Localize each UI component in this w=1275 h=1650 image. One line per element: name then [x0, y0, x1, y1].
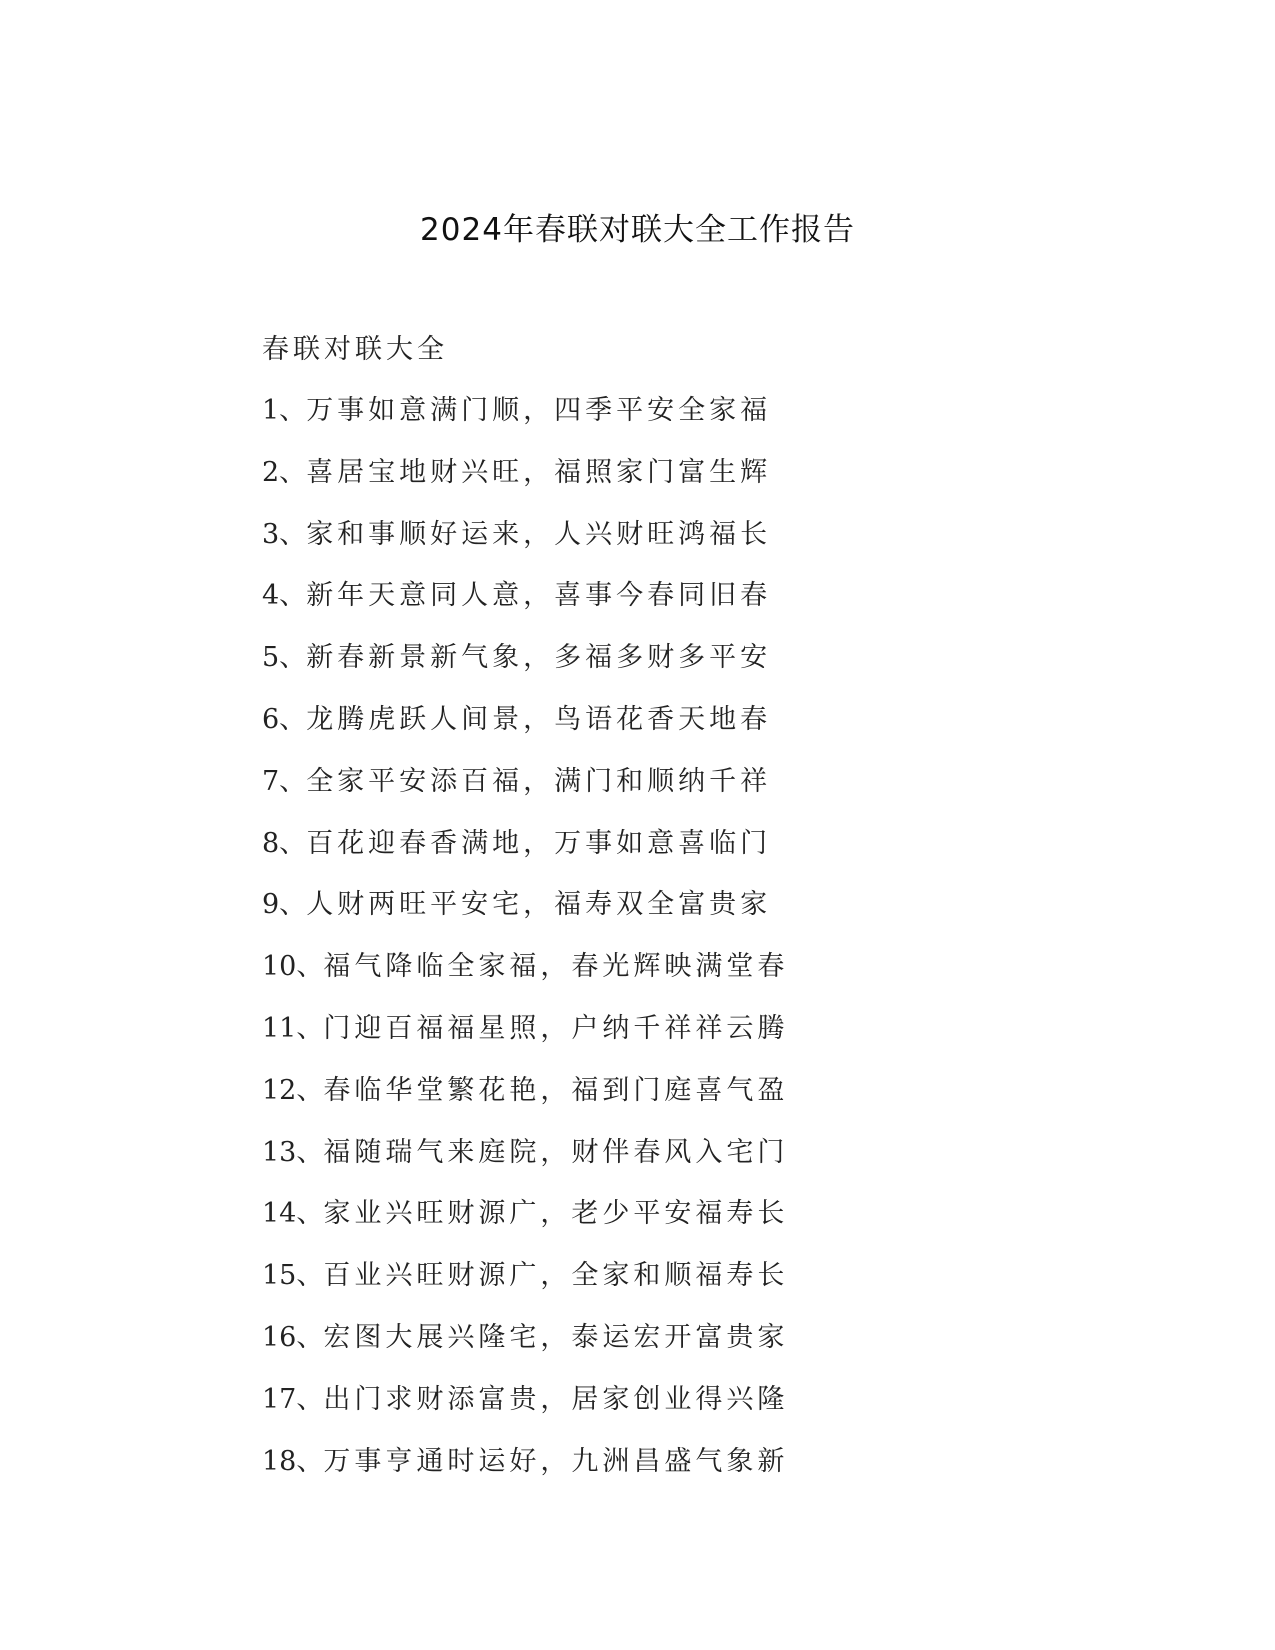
- item-number: 2、: [262, 456, 307, 488]
- couplet-text: 百业兴旺财源广，全家和顺福寿长: [323, 1260, 789, 1292]
- couplet-list: [262, 391, 1062, 1482]
- couplet-text: 人财两旺平安宅，福寿双全富贵家: [306, 889, 772, 921]
- couplet-text: 喜居宝地财兴旺，福照家门富生辉: [306, 456, 772, 488]
- couplet-text: 门迎百福福星照，户纳千祥祥云腾: [323, 1012, 789, 1044]
- item-number: 9、: [262, 889, 307, 921]
- couplet-text: 万事如意满门顺，四季平安全家福: [306, 395, 772, 426]
- item-number: 6、: [262, 703, 307, 735]
- list-item: [262, 638, 1062, 678]
- couplet-text: 万事亨通时运好，九洲昌盛气象新: [323, 1445, 789, 1477]
- couplet-text: 龙腾虎跃人间景，鸟语花香天地春: [306, 703, 772, 735]
- item-number: 7、: [262, 765, 307, 797]
- list-item: [262, 1009, 1062, 1049]
- section-heading: 春联对联大全: [262, 334, 448, 365]
- list-item: [262, 824, 1062, 864]
- list-item: [262, 391, 1062, 431]
- couplet-text: 宏图大展兴隆宅，泰运宏开富贵家: [323, 1321, 789, 1353]
- list-item: [262, 700, 1062, 740]
- couplet-text: 家和事顺好运来，人兴财旺鸿福长: [306, 518, 772, 550]
- list-item: [262, 1442, 1062, 1482]
- list-item: [262, 576, 1062, 616]
- list-item: [262, 1256, 1062, 1296]
- couplet-text: 出门求财添富贵，居家创业得兴隆: [323, 1383, 789, 1415]
- item-number: 15、: [262, 1260, 324, 1292]
- couplet-text: 春临华堂繁花艳，福到门庭喜气盈: [323, 1074, 789, 1106]
- item-number: 14、: [262, 1198, 324, 1230]
- list-item: [262, 947, 1062, 987]
- couplet-text: 福随瑞气来庭院，财伴春风入宅门: [323, 1136, 789, 1168]
- item-number: 13、: [262, 1136, 324, 1168]
- item-number: 17、: [262, 1383, 324, 1415]
- item-number: 10、: [262, 951, 324, 983]
- list-item: [262, 1318, 1062, 1358]
- list-item: [262, 1071, 1062, 1111]
- item-number: 1、: [262, 395, 307, 426]
- item-number: 3、: [262, 518, 307, 550]
- item-number: 18、: [262, 1445, 324, 1477]
- item-number: 12、: [262, 1074, 324, 1106]
- item-number: 16、: [262, 1321, 324, 1353]
- list-item: [262, 762, 1062, 802]
- couplet-text: 百花迎春香满地，万事如意喜临门: [306, 827, 772, 859]
- item-number: 11、: [262, 1012, 324, 1044]
- couplet-text: 新春新景新气象，多福多财多平安: [306, 642, 772, 674]
- list-item: [262, 453, 1062, 493]
- item-number: 5、: [262, 642, 307, 674]
- list-item: [262, 885, 1062, 925]
- couplet-text: 全家平安添百福，满门和顺纳千祥: [306, 765, 772, 797]
- list-item: [262, 515, 1062, 555]
- list-item: [262, 1194, 1062, 1234]
- item-number: 4、: [262, 580, 307, 612]
- couplet-text: 新年天意同人意，喜事今春同旧春: [306, 580, 772, 612]
- list-item: [262, 1380, 1062, 1420]
- couplet-text: 家业兴旺财源广，老少平安福寿长: [323, 1198, 789, 1230]
- list-item: [262, 1133, 1062, 1173]
- couplet-section: [262, 330, 1062, 1503]
- document-title: 2024年春联对联大全工作报告: [420, 212, 855, 248]
- couplet-text: 福气降临全家福，春光辉映满堂春: [323, 951, 789, 983]
- item-number: 8、: [262, 827, 307, 859]
